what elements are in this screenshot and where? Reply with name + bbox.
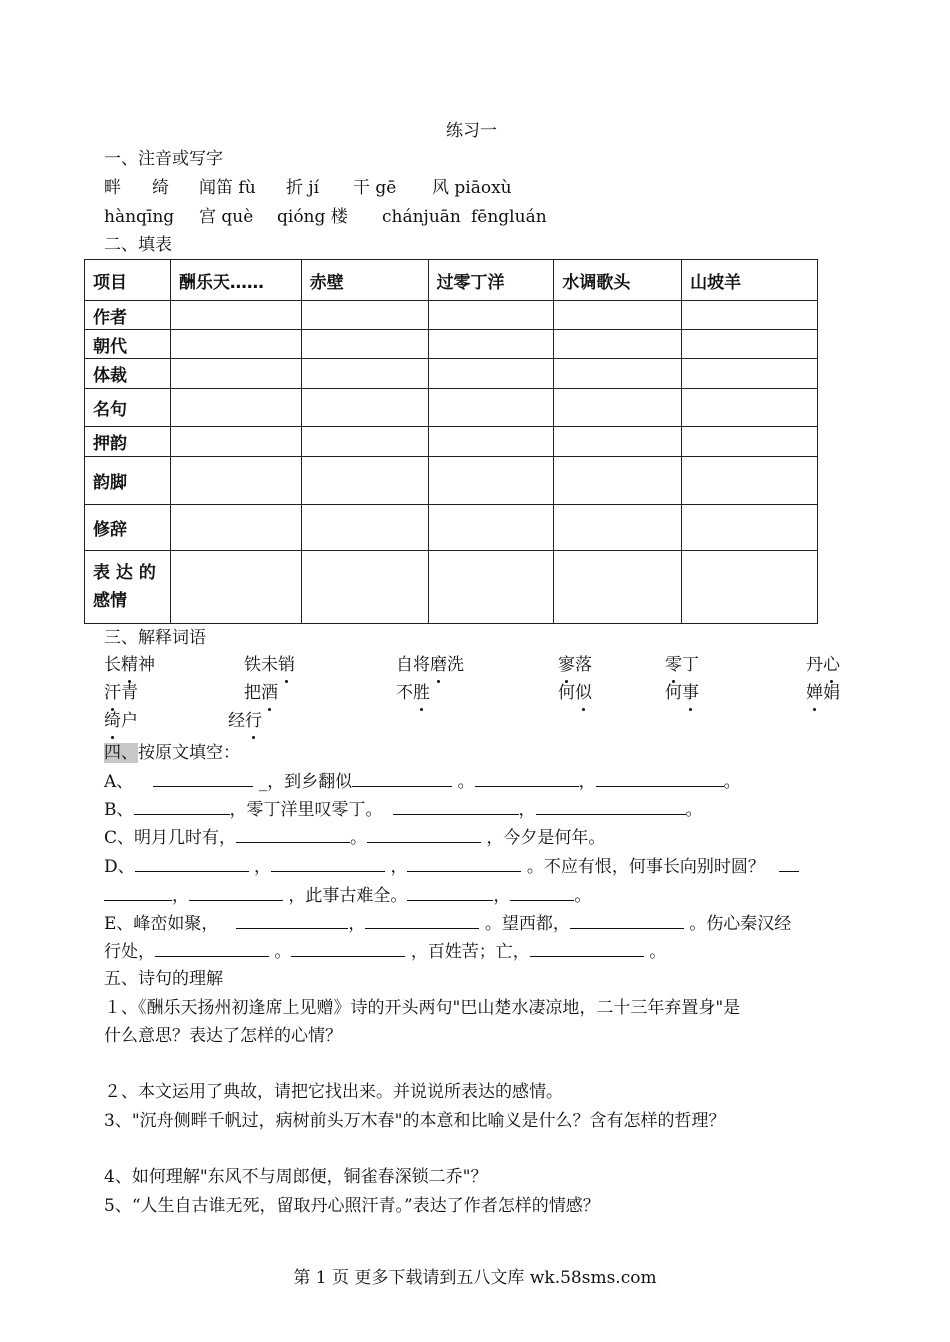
blank-cell[interactable] [170, 301, 301, 330]
blank-cell[interactable] [301, 505, 428, 551]
blank-cell[interactable] [682, 330, 818, 359]
row-label: 作者 [85, 301, 171, 330]
blank-line[interactable] [271, 855, 385, 872]
page-title: 练习一 [446, 121, 497, 141]
row-label-line: 感情 [93, 591, 127, 611]
row-label: 修辞 [85, 505, 171, 551]
blank-line[interactable] [236, 826, 350, 843]
blank-cell[interactable] [301, 551, 428, 624]
blank-cell[interactable] [554, 505, 682, 551]
blank-line[interactable] [779, 855, 799, 872]
question-1-line2: 什么意思？表达了怎样的心情？ [104, 1026, 342, 1046]
section1-row2 [104, 205, 604, 229]
table-header-cell: 赤壁 [301, 260, 428, 301]
blank-cell[interactable] [682, 457, 818, 505]
blank-cell[interactable] [301, 359, 428, 389]
blank-line[interactable] [393, 798, 519, 815]
blank-line[interactable] [596, 770, 724, 787]
blank-cell[interactable] [170, 505, 301, 551]
row-label: 朝代 [85, 330, 171, 359]
blank-line[interactable] [536, 798, 686, 815]
fill-line-b: B、 ，零丁洋里叹零丁。 ， 。 [104, 800, 703, 820]
s1-item: 绮 [152, 178, 169, 198]
blank-cell[interactable] [554, 389, 682, 427]
blank-line[interactable] [510, 884, 574, 901]
blank-cell[interactable] [682, 551, 818, 624]
word-item: 经行 [228, 711, 262, 731]
blank-cell[interactable] [554, 330, 682, 359]
word-item: 寥落 [558, 655, 592, 675]
heading-highlight: 四、 [104, 743, 138, 763]
blank-cell[interactable] [682, 505, 818, 551]
word-item: 把酒 [244, 683, 278, 703]
blank-cell[interactable] [428, 330, 554, 359]
blank-line[interactable] [135, 855, 249, 872]
word-item: 不胜 [396, 683, 430, 703]
table-row [85, 301, 818, 330]
table-header-cell: 酬乐天…… [170, 260, 301, 301]
s1-item: 宫 què [199, 207, 254, 227]
section3-row2 [104, 681, 864, 705]
section3-heading: 三、解释词语 [104, 628, 206, 648]
blank-line[interactable] [155, 940, 269, 957]
blank-cell[interactable] [682, 301, 818, 330]
blank-cell[interactable] [170, 457, 301, 505]
table-header-cell: 山坡羊 [682, 260, 818, 301]
blank-line[interactable] [367, 826, 481, 843]
question-1-line1: １、《酬乐天扬州初逢席上见赠》诗的开头两句"巴山楚水凄凉地，二十三年弃置身"是 [104, 998, 741, 1018]
table-row [85, 359, 818, 389]
blank-line[interactable] [236, 912, 348, 929]
section2-heading: 二、填表 [104, 235, 172, 255]
blank-cell[interactable] [170, 330, 301, 359]
s1-item: chánjuān [382, 207, 461, 227]
section3-row1 [104, 653, 864, 677]
s1-item: 畔 [104, 178, 121, 198]
row-label-line: 表 达 的 [93, 563, 156, 583]
blank-cell[interactable] [428, 301, 554, 330]
page-footer: 第 1 页 更多下载请到五八文库 wk.58sms.com [293, 1268, 657, 1288]
blank-line[interactable] [475, 770, 579, 787]
s1-item: fēngluán [471, 207, 547, 227]
blank-cell[interactable] [554, 301, 682, 330]
row-label: 名句 [85, 389, 171, 427]
section3-row3 [104, 709, 864, 733]
blank-cell[interactable] [682, 389, 818, 427]
fill-table [84, 259, 818, 624]
table-row [85, 389, 818, 427]
row-label: 韵脚 [85, 457, 171, 505]
word-item: 长精神 [104, 655, 155, 675]
blank-cell[interactable] [428, 551, 554, 624]
fill-line-c: C、明月几时有， 。 ，今夕是何年。 [104, 828, 606, 848]
fill-line-e: E、峰峦如聚， ， 。望西都， 。伤心秦汉经 [104, 914, 792, 934]
fill-line-d: D、 ， ， 。不应有恨，何事长向别时圆？ [104, 855, 799, 879]
s1-item: 闻笛 fù [199, 178, 256, 198]
blank-line[interactable] [570, 912, 684, 929]
blank-cell[interactable] [682, 359, 818, 389]
blank-cell[interactable] [170, 427, 301, 457]
table-header-cell: 水调歌头 [554, 260, 682, 301]
s1-item: 干 gē [353, 178, 397, 198]
section1-row1 [104, 176, 604, 200]
blank-cell[interactable] [170, 359, 301, 389]
table-header-cell: 项目 [85, 260, 171, 301]
table-row [85, 505, 818, 551]
blank-cell[interactable] [428, 359, 554, 389]
blank-cell[interactable] [301, 301, 428, 330]
word-item: 绮户 [104, 711, 138, 731]
word-item: 婵娟 [806, 683, 840, 703]
fill-line-e2: 行处， 。 ，百姓苦；亡， 。 [104, 942, 667, 962]
s1-item: qióng 楼 [277, 207, 348, 227]
blank-line[interactable] [365, 912, 479, 929]
blank-cell[interactable] [554, 551, 682, 624]
blank-line[interactable] [407, 855, 521, 872]
word-item: 零丁 [665, 655, 699, 675]
blank-cell[interactable] [428, 389, 554, 427]
blank-cell[interactable] [170, 389, 301, 427]
blank-cell[interactable] [428, 457, 554, 505]
s1-item: 风 piāoxù [432, 178, 512, 198]
section4-heading: 四、按原文填空： [104, 743, 240, 763]
word-item: 汗青 [104, 683, 138, 703]
blank-line[interactable] [104, 884, 172, 901]
blank-line[interactable] [153, 770, 253, 787]
fill-line-a: A、 _，到乡翻似 。 ， 。 [104, 772, 741, 792]
blank-cell[interactable] [301, 330, 428, 359]
blank-line[interactable] [407, 884, 493, 901]
word-item: 铁未销 [244, 655, 295, 675]
blank-cell[interactable] [301, 389, 428, 427]
question-5: 5、“人生自古谁无死，留取丹心照汗青。”表达了作者怎样的情感？ [104, 1196, 600, 1216]
section5-heading: 五、诗句的理解 [104, 969, 223, 989]
table-row [85, 551, 818, 624]
blank-cell[interactable] [554, 427, 682, 457]
blank-cell[interactable] [170, 551, 301, 624]
blank-line[interactable] [352, 770, 452, 787]
blank-line[interactable] [134, 798, 230, 815]
table-row [85, 457, 818, 505]
word-item: 何事 [665, 683, 699, 703]
blank-cell[interactable] [428, 427, 554, 457]
blank-cell[interactable] [682, 427, 818, 457]
blank-cell[interactable] [301, 427, 428, 457]
question-4: 4、如何理解"东风不与周郎便，铜雀春深锁二乔"？ [104, 1167, 488, 1187]
table-header-cell: 过零丁洋 [428, 260, 554, 301]
blank-cell[interactable] [428, 505, 554, 551]
section1-heading: 一、注音或写字 [104, 149, 223, 169]
blank-line[interactable] [291, 940, 405, 957]
blank-line[interactable] [189, 884, 283, 901]
blank-line[interactable] [530, 940, 644, 957]
word-item: 自将磨洗 [396, 655, 464, 675]
row-label: 押韵 [85, 427, 171, 457]
table-header-row [85, 260, 818, 301]
table-row [85, 427, 818, 457]
blank-cell[interactable] [554, 457, 682, 505]
question-2: ２、本文运用了典故，请把它找出来。并说说所表达的感情。 [104, 1082, 563, 1102]
s1-item: hànqīng [104, 207, 175, 227]
blank-cell[interactable] [301, 457, 428, 505]
word-item: 丹心 [806, 655, 840, 675]
row-label [85, 551, 171, 624]
fill-line-d2: ， ，此事古难全。 ， 。 [104, 884, 591, 908]
table-row [85, 330, 818, 359]
s1-item: 折 jí [286, 178, 320, 198]
row-label: 体裁 [85, 359, 171, 389]
blank-cell[interactable] [554, 359, 682, 389]
word-item: 何似 [558, 683, 592, 703]
question-3: 3、"沉舟侧畔千帆过，病树前头万木春"的本意和比喻义是什么？含有怎样的哲理？ [104, 1111, 726, 1131]
